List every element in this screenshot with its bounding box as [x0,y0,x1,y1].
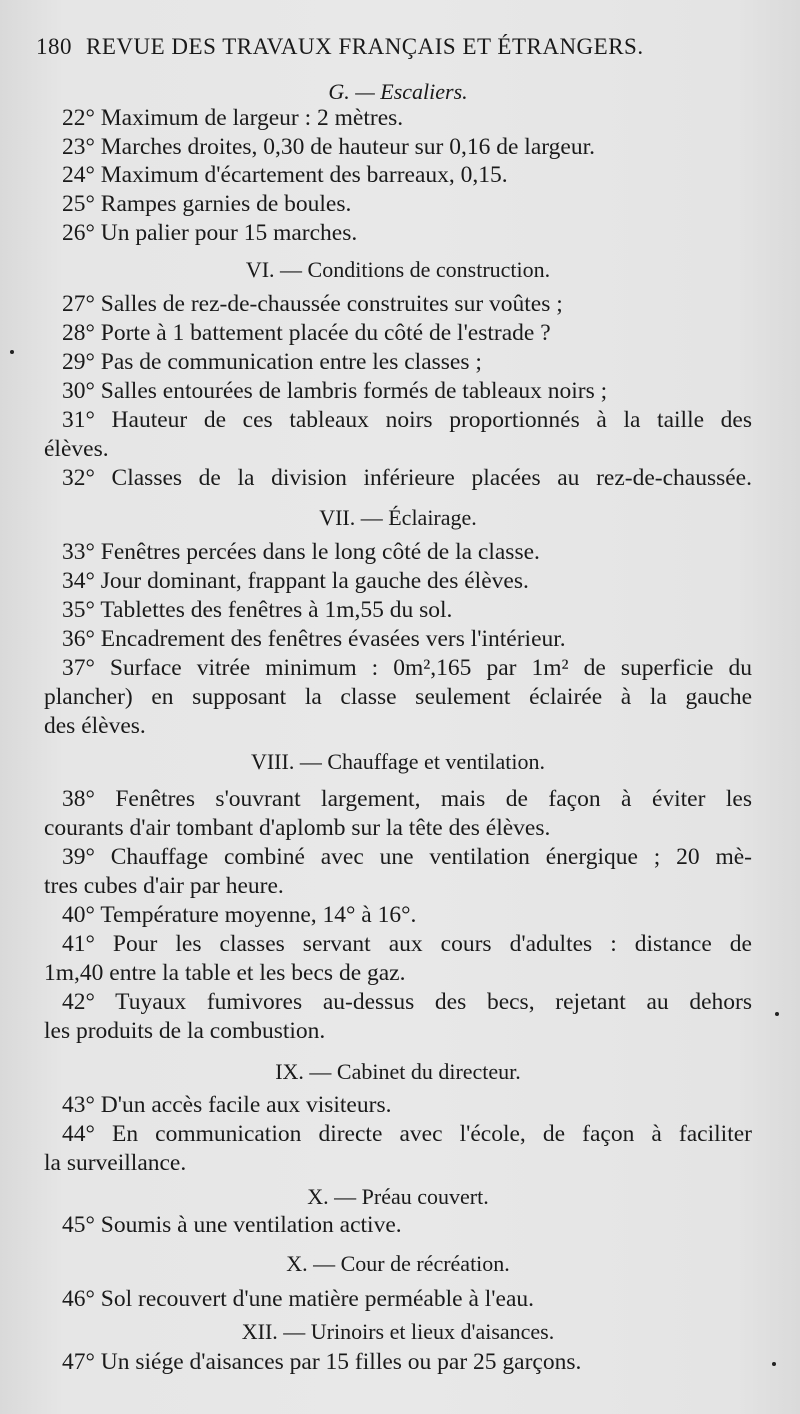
list-item-continuation: plancher) en supposant la classe seulement éclairée à la gauche [44,684,752,710]
section-heading-ix: IX. — Cabinet du directeur. [275,1059,521,1084]
list-item: 27° Salles de rez-de-chaussée construites sur voûtes ; [62,291,563,317]
print-speck [775,1012,779,1016]
list-item-continuation: la surveillance. [44,1150,187,1176]
list-item: 43° D'un accès facile aux visiteurs. [62,1092,392,1118]
list-item: 25° Rampes garnies de boules. [62,191,352,217]
section-heading-vii: VII. — Éclairage. [319,505,477,530]
list-item: 28° Porte à 1 battement placée du côté de l'estrade ? [62,320,551,346]
list-item-continuation: courants d'air tombant d'aplomb sur la tête des élèves. [44,815,551,841]
list-item-continuation: tres cubes d'air par heure. [44,873,284,899]
list-item: 39° Chauffage combiné avec une ventilation énergique ; 20 mè- [62,844,752,870]
running-title: REVUE DES TRAVAUX FRANÇAIS ET ÉTRANGERS. [86,34,644,59]
section-heading-x-preau: X. — Préau couvert. [307,1184,489,1209]
list-item-continuation: des élèves. [44,713,146,739]
print-speck [772,1362,776,1366]
section-heading-vi: VI. — Conditions de construction. [245,257,551,282]
list-item: 26° Un palier pour 15 marches. [62,220,358,246]
list-item-continuation: les produits de la combustion. [44,1018,326,1044]
list-item: 37° Surface vitrée minimum : 0m²,165 par 1m² de superficie du [62,655,752,681]
page-number: 180 [36,34,72,59]
list-item: 32° Classes de la division inférieure placées au rez-de-chaussée. [62,465,752,491]
list-item: 38° Fenêtres s'ouvrant largement, mais de façon à éviter les [62,786,752,812]
list-item-continuation: élèves. [44,436,109,462]
subsection-heading-escaliers: G. — Escaliers. [328,79,468,104]
list-item: 30° Salles entourées de lambris formés de tableaux noirs ; [62,378,608,404]
section-heading-x-cour: X. — Cour de récréation. [286,1251,510,1276]
list-item: 35° Tablettes des fenêtres à 1m,55 du sol. [62,597,453,623]
running-header [36,34,776,64]
section-heading-viii: VIII. — Chauffage et ventilation. [250,749,546,774]
list-item: 42° Tuyaux fumivores au-dessus des becs, rejetant au dehors [62,989,752,1015]
list-item: 44° En communication directe avec l'école, de façon à faciliter [62,1121,752,1147]
list-item: 36° Encadrement des fenêtres évasées vers l'intérieur. [62,626,566,652]
print-speck [10,350,14,354]
list-item: 23° Marches droites, 0,30 de hauteur sur 0,16 de largeur. [62,134,596,160]
list-item: 41° Pour les classes servant aux cours d'adultes : distance de [62,931,752,957]
list-item: 33° Fenêtres percées dans le long côté de la classe. [62,539,540,565]
list-item: 40° Température moyenne, 14° à 16°. [62,902,417,928]
list-item: 22° Maximum de largeur : 2 mètres. [62,105,404,131]
list-item: 45° Soumis à une ventilation active. [62,1212,402,1238]
list-item-continuation: 1m,40 entre la table et les becs de gaz. [44,960,406,986]
list-item: 31° Hauteur de ces tableaux noirs proportionnés à la taille des [62,407,752,433]
list-item: 24° Maximum d'écartement des barreaux, 0,15. [62,162,508,188]
list-item: 46° Sol recouvert d'une matière perméable à l'eau. [62,1286,534,1312]
list-item: 34° Jour dominant, frappant la gauche des élèves. [62,568,529,594]
list-item: 47° Un siége d'aisances par 15 filles ou par 25 garçons. [62,1349,582,1375]
list-item: 29° Pas de communication entre les classes ; [62,349,482,375]
section-heading-xii: XII. — Urinoirs et lieux d'aisances. [241,1319,555,1344]
